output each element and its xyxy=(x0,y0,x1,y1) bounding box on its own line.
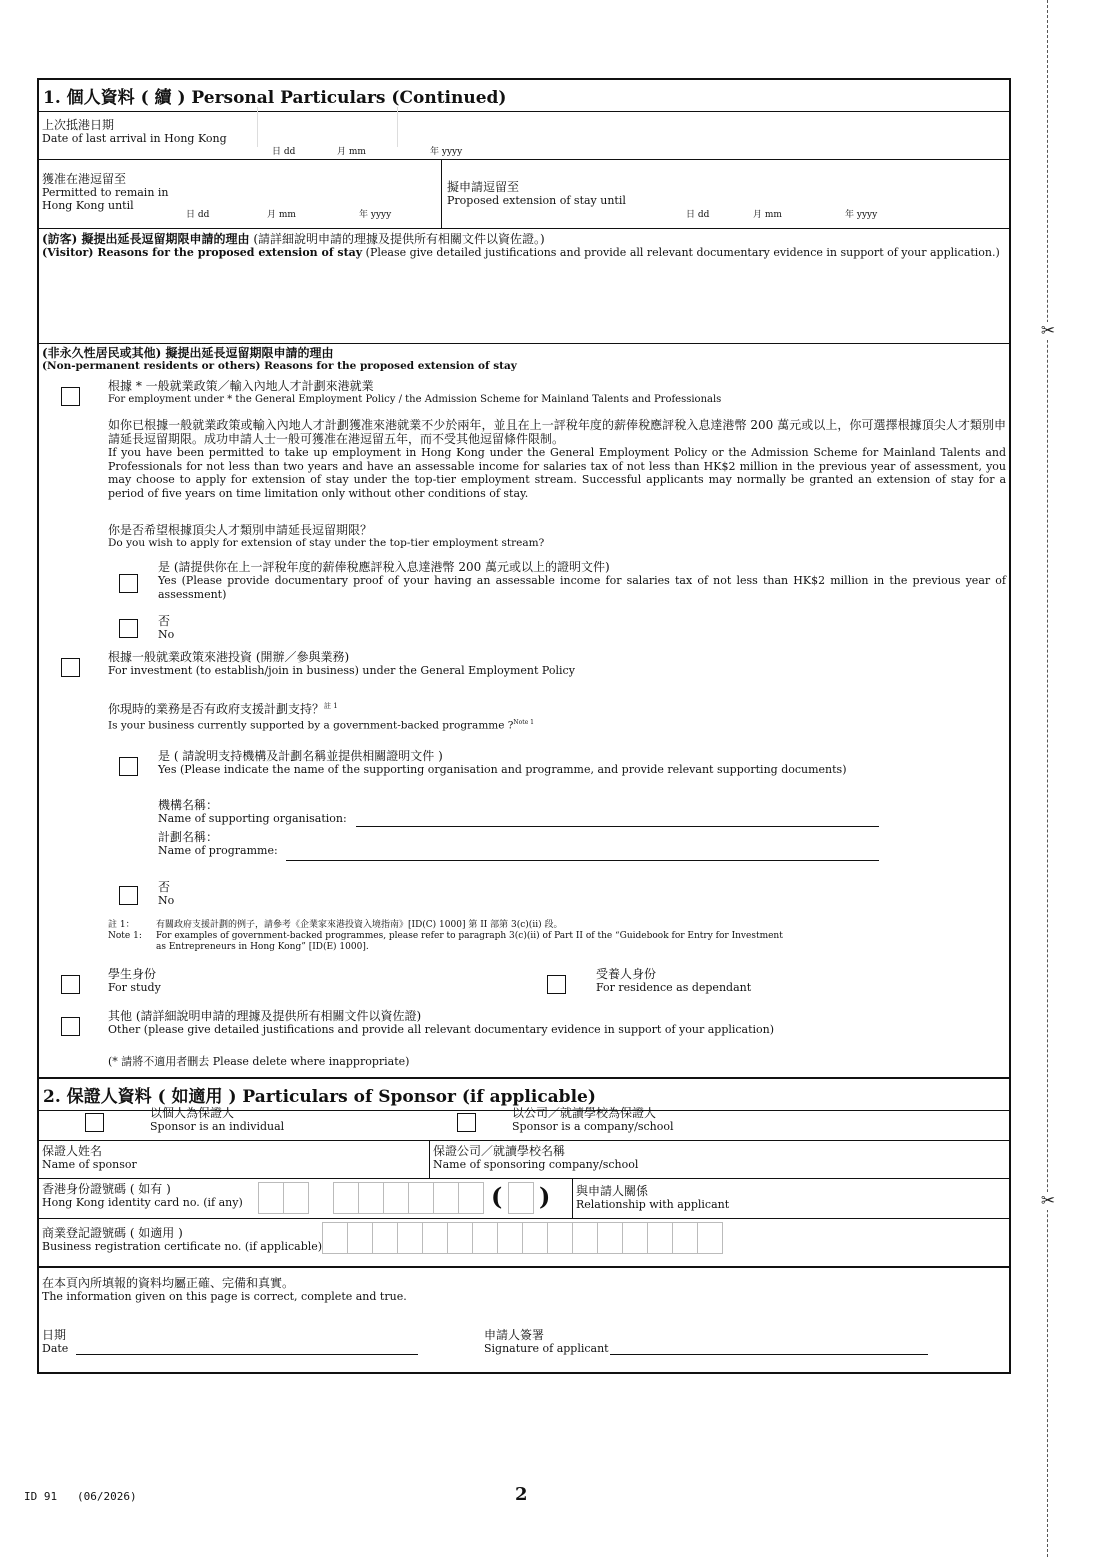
employment-checkbox[interactable] xyxy=(61,387,80,406)
toptier-no-label: 否 No xyxy=(158,614,175,641)
arrival-day-field[interactable]: 日 dd xyxy=(272,147,296,157)
proposed-month-field[interactable]: 月 mm xyxy=(753,210,782,220)
br-digit-cell[interactable] xyxy=(497,1222,523,1254)
note1: 註 1： 有關政府支援計劃的例子，請參考《企業家來港投資入境指南》[ID(C) 1000] 第 II 部第 3(c)(ii) 段。 Note 1: For examples of government-backed programmes, please refer to paragraph 3(c)(ii) of Part II of the “Guidebook for Entry for Investment as Entrepreneurs in Hong Kong” [ID(E) 1000]. xyxy=(108,920,783,952)
br-digit-cell[interactable] xyxy=(322,1222,348,1254)
permitted-day-field[interactable]: 日 dd xyxy=(186,210,210,220)
sponsor-company-label: 以公司／就讀學校為保證人 Sponsor is a company/school xyxy=(512,1106,674,1133)
br-digit-cell[interactable] xyxy=(397,1222,423,1254)
employment-label: 根據 * 一般就業政策／輸入內地人才計劃來港就業 For employment under * the General Employment Policy / the Admission Scheme for Mainland Talents and Professionals xyxy=(108,379,722,405)
br-digit-cell[interactable] xyxy=(622,1222,648,1254)
supporting-org-field[interactable] xyxy=(356,826,879,827)
declaration-text: 在本頁內所填報的資料均屬正確、完備和真實。 The information given on this page is correct, complete and true. xyxy=(42,1276,407,1303)
sponsor-name-label: 保證人姓名 Name of sponsor xyxy=(42,1144,137,1171)
sponsor-company-name-label: 保證公司／就讀學校名稱 Name of sponsoring company/school xyxy=(433,1144,639,1171)
signature-field[interactable] xyxy=(610,1354,928,1355)
arrival-year-field[interactable]: 年 yyyy xyxy=(430,147,463,157)
hkid-label: 香港身份證號碼 ( 如有 ) Hong Kong identity card no. (if any) xyxy=(42,1182,243,1209)
application-form: 1. 個人資料 ( 續 ) Personal Particulars (Continued) 上次抵港日期 Date of last arrival in Hong Kong 日 dd 月 mm 年 yyyy 獲准在港逗留至 Permitted to remain in Hong Kong until 日 dd 月 mm 年 yyyy 擬申請逗留至 Proposed extension of stay until 日 dd 月 mm 年 yyyy (訪客) 擬提出延長逗留期限申請的理由 (請詳細說明申請的理據及提供所有相關文件以資佐證。) (Visitor) Reasons for the proposed extension of stay (Please give detailed justifications and provide all relevant documentary evidence in support of your application.) (非永久性居民或其他) 擬提出延長逗留期限申請的理由 (Non-permanent residents or others) Reasons for the proposed extension of stay 根據 * 一般就業政策／輸入內地人才計劃來港就業 For employment under * the General Employment Policy / the Admission Scheme for Mainland Talents and Professionals 如你已根據一般就業政策或輸入內地人才計劃獲准來港就業不少於兩年，並且在上一評稅年度的薪俸稅應評稅入息達港幣 200 萬元或以上，你可選擇根據頂尖人才類別申請延長逗留期限。成功申請人士一般可獲准在港逗留五年，而不受其他逗留條件限制。 If you have been permitted to take up employment in Hong Kong under the General Employment Policy or the Admission Scheme for Mainland Talents and Professionals for not less than two years and have an assessable income for salaries tax of not less than HK$2 million in the previous year of assessment, you may choose to apply for extension of stay under the top-tier employment stream. Successful applicants may normally be granted an extension of stay for a period of five years on time limitation only without other conditions of stay. 你是否希望根據頂尖人才類別申請延長逗留期限？ Do you wish to apply for extension of stay under the top-tier employment stream? 是 (請提供你在上一評稅年度的薪俸稅應評稅入息達港幣 200 萬元或以上的證明文件) Yes (Please provide documentary proof of your having an assessable income for salaries tax of not less than HK$2 million in the previous year of assessment) 否 No 根據一般就業政策來港投資 (開辦／參與業務) For investment (to establish/join in business) under the General Employment Policy 你現時的業務是否有政府支援計劃支持？$^{註 1}$ Is your business currently supported by a government-backed programme ?$^{Note 1}$ 是 ( 請說明支持機構及計劃名稱並提供相關證明文件 ) Yes (Please indicate the name of the supporting organisation and programme, and provide relevant supporting documents) 機構名稱： Name of supporting organisation: 計劃名稱： Name of programme: 否 No 註 1： 有關政府支援計劃的例子，請參考《企業家來港投資入境指南》[ID(C) 1000] 第 II 部第 3(c)(ii) 段。 Note 1: For examples of government-backed programmes, please refer to paragraph 3(c)(ii) of Part II of the “Guidebook for Entry for Investment as Entrepreneurs in Hong Kong” [ID(E) 1000]. 學生身份 For study 受養人身份 For residence as dependant 其他 (請詳細說明申請的理據及提供所有相關文件以資佐證) Other (please give detailed justifications and provide all relevant documentary evidence in support of your application) (* 請將不適用者刪去 Please delete where inappropriate) 2. 保證人資料 ( 如適用 ) Particulars of Sponsor (if applicable) 以個人為保證人 Sponsor is an individual 以公司／就讀學校為保證人 Sponsor is a company/school 保證人姓名 Name of sponsor 保證公司／就讀學校名稱 Name of sponsoring company/school 香港身份證號碼 ( 如有 ) Hong Kong identity card no. (if any) ( ) 與申請人關係 Relationship with applicant 商業登記證號碼 ( 如適用 ) Business registration certificate no. (if applicable) 在本頁內所填報的資料均屬正確、完備和真實。 The information given on this page is correct, complete and true. 日期 Date 申請人簽署 Signature of applicant xyxy=(37,78,1011,1374)
br-digit-cell[interactable] xyxy=(697,1222,723,1254)
supporting-org-label: 機構名稱： Name of supporting organisation: xyxy=(158,798,347,825)
programme-field[interactable] xyxy=(286,860,879,861)
programme-label: 計劃名稱： Name of programme: xyxy=(158,830,278,857)
scissors-icon: ✂ xyxy=(1040,321,1056,341)
other-label: 其他 (請詳細說明申請的理據及提供所有相關文件以資佐證) Other (please give detailed justifications and provide all relevant documentary evidence in support of your application) xyxy=(108,1009,775,1036)
toptier-question: 你是否希望根據頂尖人才類別申請延長逗留期限？ Do you wish to apply for extension of stay under the top-tier employment stream? xyxy=(108,523,545,549)
br-digit-cell[interactable] xyxy=(547,1222,573,1254)
br-digit-cell[interactable] xyxy=(422,1222,448,1254)
visitor-reasons-field[interactable] xyxy=(42,262,1004,340)
permitted-year-field[interactable]: 年 yyyy xyxy=(359,210,392,220)
br-digit-cell[interactable] xyxy=(472,1222,498,1254)
section2-heading: 2. 保證人資料 ( 如適用 ) Particulars of Sponsor (if applicable) xyxy=(39,1079,1009,1111)
arrival-month-field[interactable]: 月 mm xyxy=(337,147,366,157)
nonperm-reasons-label: (非永久性居民或其他) 擬提出延長逗留期限申請的理由 (Non-permanent residents or others) Reasons for the proposed extension of stay xyxy=(42,346,517,372)
study-label: 學生身份 For study xyxy=(108,967,161,994)
delete-note: (* 請將不適用者刪去 Please delete where inappropriate) xyxy=(108,1055,410,1068)
date-field[interactable] xyxy=(76,1354,418,1355)
last-arrival-label: 上次抵港日期 Date of last arrival in Hong Kong xyxy=(42,118,227,145)
permitted-label: 獲准在港逗留至 Permitted to remain in Hong Kong until xyxy=(42,172,169,212)
signature-label: 申請人簽署 Signature of applicant xyxy=(484,1328,609,1355)
br-digit-cell[interactable] xyxy=(372,1222,398,1254)
br-digit-cell[interactable] xyxy=(572,1222,598,1254)
br-digit-cell[interactable] xyxy=(672,1222,698,1254)
study-checkbox[interactable] xyxy=(61,975,80,994)
toptier-yes-checkbox[interactable] xyxy=(119,574,138,593)
br-digit-cell[interactable] xyxy=(447,1222,473,1254)
dependant-label: 受養人身份 For residence as dependant xyxy=(596,967,752,994)
govt-no-checkbox[interactable] xyxy=(119,886,138,905)
scissors-icon: ✂ xyxy=(1040,1191,1056,1211)
cut-line xyxy=(1047,0,1048,1557)
proposed-year-field[interactable]: 年 yyyy xyxy=(845,210,878,220)
toptier-no-checkbox[interactable] xyxy=(119,619,138,638)
dependant-checkbox[interactable] xyxy=(547,975,566,994)
br-digit-cell[interactable] xyxy=(597,1222,623,1254)
br-digit-cell[interactable] xyxy=(522,1222,548,1254)
investment-label: 根據一般就業政策來港投資 (開辦／參與業務) For investment (to establish/join in business) under the General Employment Policy xyxy=(108,650,575,677)
investment-checkbox[interactable] xyxy=(61,658,80,677)
proposed-day-field[interactable]: 日 dd xyxy=(686,210,710,220)
other-checkbox[interactable] xyxy=(61,1017,80,1036)
permitted-month-field[interactable]: 月 mm xyxy=(267,210,296,220)
sponsor-individual-checkbox[interactable] xyxy=(85,1113,104,1132)
form-id: ID 91 (06/2026) xyxy=(24,1490,137,1503)
govt-yes-checkbox[interactable] xyxy=(119,757,138,776)
toptier-info: 如你已根據一般就業政策或輸入內地人才計劃獲准來港就業不少於兩年，並且在上一評稅年度的薪俸稅應評稅入息達港幣 200 萬元或以上，你可選擇根據頂尖人才類別申請延長逗留期限。成功申請人士一般可獲准在港逗留五年，而不受其他逗留條件限制。 If you have been permitted to take up employment in Hong Kong under the General Employment Policy or the Admission Scheme for Mainland Talents and Professionals for not less than two years and have an assessable income for salaries tax of not less than HK$2 million in the previous year of assessment, you may choose to apply for extension of stay under the top-tier employment stream. Successful applicants may normally be granted an extension of stay for a period of five years on time limitation only without other conditions of stay. xyxy=(108,418,1006,500)
sponsor-company-checkbox[interactable] xyxy=(457,1113,476,1132)
section1-heading: 1. 個人資料 ( 續 ) Personal Particulars (Continued) xyxy=(39,80,1009,112)
br-digit-cell[interactable] xyxy=(647,1222,673,1254)
govt-yes-label: 是 ( 請說明支持機構及計劃名稱並提供相關證明文件 ) Yes (Please indicate the name of the supporting organisation and programme, and provide relevant supporting documents) xyxy=(158,749,847,776)
br-label: 商業登記證號碼 ( 如適用 ) Business registration certificate no. (if applicable) xyxy=(42,1226,323,1253)
page-number: 2 xyxy=(515,1484,528,1505)
relationship-label: 與申請人關係 Relationship with applicant xyxy=(576,1184,730,1211)
govt-programme-question: 你現時的業務是否有政府支援計劃支持？$^{註 1}$ Is your business currently supported by a government-backed programme ?$^{Note 1}$ xyxy=(108,702,534,732)
govt-no-label: 否 No xyxy=(158,880,175,907)
date-label: 日期 Date xyxy=(42,1328,69,1355)
toptier-yes-label: 是 (請提供你在上一評稅年度的薪俸稅應評稅入息達港幣 200 萬元或以上的證明文件) Yes (Please provide documentary proof of your having an assessable income for salaries tax of not less than HK$2 million in the previous year of assessment) xyxy=(158,560,1006,601)
proposed-label: 擬申請逗留至 Proposed extension of stay until xyxy=(447,180,626,207)
br-digit-cell[interactable] xyxy=(347,1222,373,1254)
sponsor-individual-label: 以個人為保證人 Sponsor is an individual xyxy=(150,1106,285,1133)
visitor-reasons-label: (訪客) 擬提出延長逗留期限申請的理由 (請詳細說明申請的理據及提供所有相關文件以資佐證。) (Visitor) Reasons for the proposed extension of stay (Please give detailed justifications and provide all relevant documentary evidence in support of your application.) xyxy=(42,232,1000,259)
